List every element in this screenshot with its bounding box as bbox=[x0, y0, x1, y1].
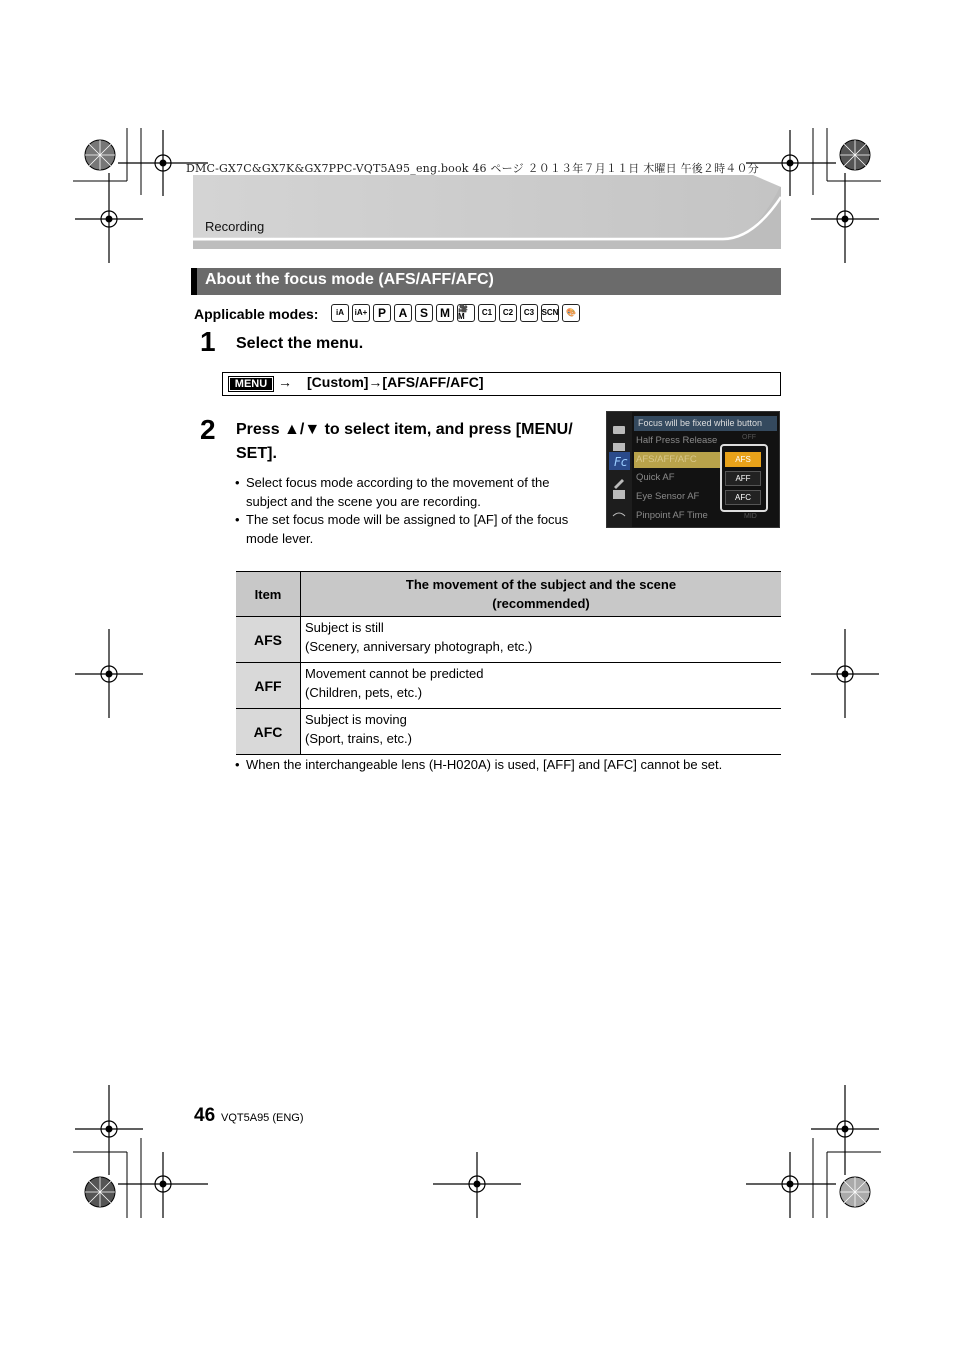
section-title: About the focus mode (AFS/AFF/AFC) bbox=[205, 271, 494, 288]
mode-scene-icon: SCN bbox=[541, 304, 559, 322]
description-line: Subject is still bbox=[305, 620, 384, 635]
section-label: Recording bbox=[205, 219, 265, 234]
mode-creative-video-icon: 🎥M bbox=[457, 304, 475, 322]
description-line: (Children, pets, etc.) bbox=[305, 684, 423, 700]
mode-m-icon: M bbox=[436, 304, 454, 322]
mode-p-icon: P bbox=[373, 304, 391, 322]
step-2-title-line2: SET]. bbox=[236, 445, 277, 462]
step-1-number: 1 bbox=[200, 326, 216, 357]
svg-text:Fc: Fc bbox=[614, 455, 628, 469]
table-cell-item: AFC bbox=[236, 709, 301, 755]
menu-button-icon: MENU bbox=[228, 376, 274, 392]
camera-menu-sidebar bbox=[607, 412, 632, 527]
note-text: When the interchangeable lens (H-H020A) is used, [AFF] and [AFC] cannot be set. bbox=[246, 757, 723, 772]
bullet-line: The set focus mode will be assigned to [AF] of the focus bbox=[246, 512, 569, 527]
camera-menu-row: Half Press Release bbox=[636, 435, 718, 446]
mode-a-icon: A bbox=[394, 304, 412, 322]
table-row bbox=[236, 709, 781, 755]
camera-option-afc: AFC bbox=[725, 490, 761, 505]
table-cell-description bbox=[301, 709, 782, 755]
return-icon bbox=[613, 513, 625, 516]
camera-rec-icon bbox=[613, 426, 625, 434]
mode-c3-icon: C3 bbox=[520, 304, 538, 322]
step-2-number: 2 bbox=[200, 414, 216, 445]
table-row bbox=[236, 663, 781, 709]
camera-menu-row: Eye Sensor AF bbox=[636, 491, 700, 502]
table-cell-description bbox=[301, 617, 782, 663]
bullet-icon: • bbox=[235, 512, 240, 527]
camera-menu-row: Quick AF bbox=[636, 472, 675, 483]
description-line: Subject is moving bbox=[305, 712, 407, 727]
menu-path: [Custom]→[AFS/AFF/AFC] bbox=[307, 374, 484, 390]
description-line: Movement cannot be predicted bbox=[305, 666, 484, 681]
camera-menu-screenshot bbox=[606, 411, 780, 528]
playback-icon bbox=[613, 490, 625, 499]
bullet-line: Select focus mode according to the movement of the bbox=[246, 475, 550, 490]
description-line: (Sport, trains, etc.) bbox=[305, 730, 412, 746]
bullet-icon: • bbox=[235, 757, 240, 772]
table-cell-item: AFF bbox=[236, 663, 301, 709]
video-icon bbox=[613, 443, 625, 451]
table-row bbox=[236, 617, 781, 663]
table-cell-item: AFS bbox=[236, 617, 301, 663]
camera-menu-row: Pinpoint AF Time bbox=[636, 510, 708, 521]
camera-menu-row: AFS/AFF/AFC bbox=[636, 454, 697, 465]
table-header-item: Item bbox=[236, 572, 301, 617]
camera-menu-value: OFF bbox=[742, 434, 756, 441]
applicable-mode-icons bbox=[331, 304, 580, 322]
step-2-bullet bbox=[235, 511, 569, 548]
camera-menu-value: MID bbox=[744, 513, 757, 520]
mode-s-icon: S bbox=[415, 304, 433, 322]
mode-intelligent-auto-plus-icon: iA+ bbox=[352, 304, 370, 322]
menu-path-box bbox=[222, 372, 781, 396]
header-band bbox=[193, 175, 781, 249]
table-note bbox=[235, 756, 723, 775]
focus-mode-table bbox=[236, 571, 781, 755]
table-header-row bbox=[236, 572, 781, 617]
print-info-line: DMC-GX7C&GX7K&GX7PPC-VQT5A95_eng.book 46 ページ ２０１３年７月１１日 木曜日 午後２時４０分 bbox=[186, 162, 759, 175]
wrench-icon bbox=[614, 479, 624, 489]
step-1-title: Select the menu. bbox=[236, 335, 364, 352]
table-cell-description bbox=[301, 663, 782, 709]
table-header-line: (recommended) bbox=[492, 596, 590, 611]
camera-menu-banner: Focus will be fixed while button bbox=[634, 416, 777, 431]
document-code: VQT5A95 (ENG) bbox=[221, 1112, 304, 1124]
mode-c2-icon: C2 bbox=[499, 304, 517, 322]
camera-option-aff: AFF bbox=[725, 471, 761, 486]
arrow-icon: → bbox=[278, 374, 292, 390]
table-header-movement bbox=[301, 572, 782, 617]
description-line: (Scenery, anniversary photograph, etc.) bbox=[305, 638, 533, 654]
bullet-line: subject and the scene you are recording. bbox=[246, 493, 481, 509]
applicable-modes-label: Applicable modes: bbox=[194, 306, 319, 322]
table-header-line: The movement of the subject and the scene bbox=[405, 577, 677, 592]
mode-creative-control-icon: 🎨 bbox=[562, 304, 580, 322]
page-number: 46 bbox=[194, 1105, 216, 1126]
bullet-line: mode lever. bbox=[246, 530, 314, 546]
step-2-title-line1: Press ▲/▼ to select item, and press [MENU/ bbox=[236, 421, 573, 438]
mode-c1-icon: C1 bbox=[478, 304, 496, 322]
camera-option-afs: AFS bbox=[725, 452, 761, 467]
bullet-icon: • bbox=[235, 475, 240, 490]
step-2-bullet bbox=[235, 474, 550, 511]
mode-intelligent-auto-icon: iA bbox=[331, 304, 349, 322]
